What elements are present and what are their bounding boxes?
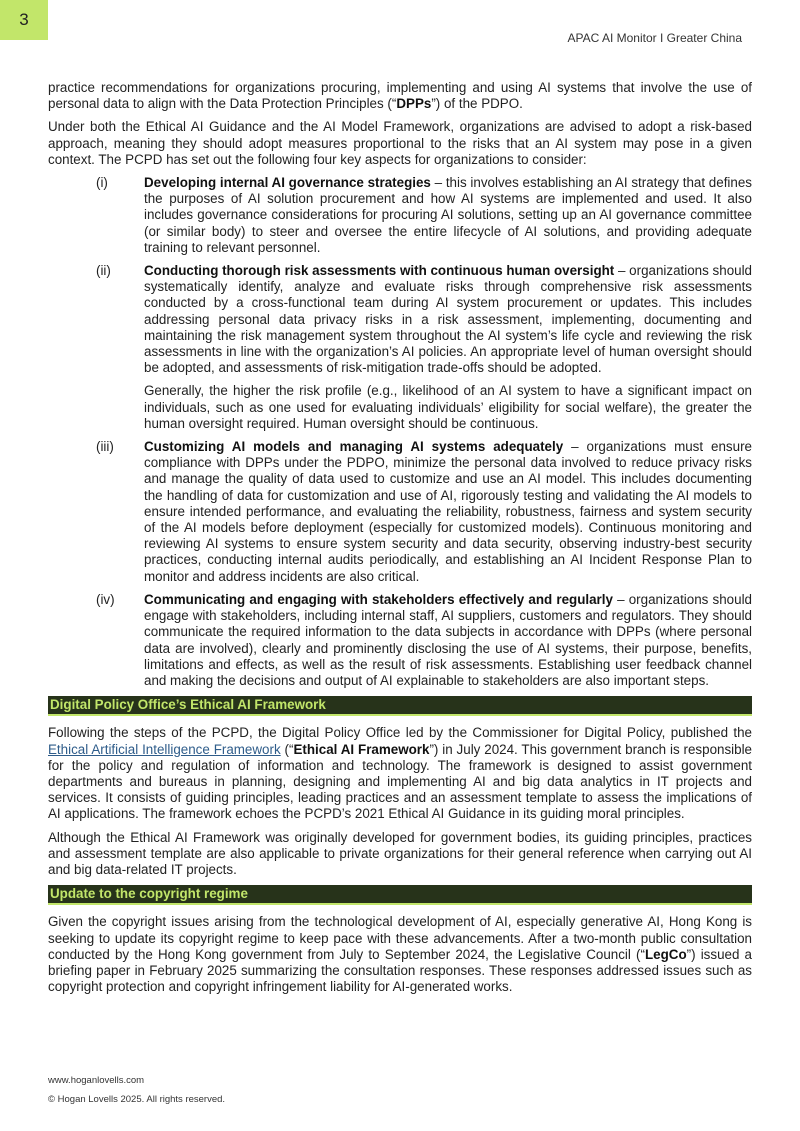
document-body [48, 80, 752, 1002]
list-item-number: (iii) [96, 439, 114, 455]
list-item-title: Communicating and engaging with stakeholders effectively and regularly [144, 591, 613, 607]
section-heading-ethical-ai-framework: Digital Policy Office’s Ethical AI Framework [48, 696, 752, 716]
list-item-body: Conducting thorough risk assessments with continuous human oversight – organizations should systematically identify, analyze and evaluate risks through comprehensive risk assessments conducted by a cross-functional team during AI system procurement or updates. This includes addressing personal data privacy risks in a risk assessment, implementing, documenting and maintaining the risk management system throughout the AI system’s life cycle and reviewing the risk assessments in line with the organization’s AI policies. An appropriate level of human oversight should be adopted, and assessments of risk-mitigation trade-offs should be adopted. Generally, the higher the risk profile (e.g., likelihood of an AI system to have a significant impact on individuals, such as one used for evaluating individuals’ eligibility for social welfare), the greater the human oversight required. Human oversight should be continuous. [144, 263, 753, 431]
page-number-badge [0, 0, 48, 40]
list-item-title: Developing internal AI governance strategies [144, 175, 431, 191]
section-heading-copyright: Update to the copyright regime [48, 885, 752, 905]
list-item-extra: Generally, the higher the risk profile (e.g., likelihood of an AI system to have a significant impact on individuals, such as one used for evaluating individuals’ eligibility for social welfare), the greater the human oversight required. Human oversight should be continuous. [144, 383, 752, 431]
list-item-number: (iv) [96, 591, 115, 607]
section1-paragraph-1: Following the steps of the PCPD, the Digital Policy Office led by the Commissioner for Digital Policy, published the Ethical Artificial Intelligence Framework (“Ethical AI Framework”) in July 2024. This government branch is responsible for the policy and regulation of information and technology. The framework is designed to assist government departments and bureaus in planning, designing and implementing AI and big data analytics in IT projects and services. It consists of guiding principles, leading practices and an assessment template to assess the implications of AI applications. The framework echoes the PCPD’s 2021 Ethical AI Guidance in its guiding moral principles. [48, 725, 753, 822]
section2-paragraph-1: Given the copyright issues arising from the technological development of AI, especially generative AI, Hong Kong is seeking to update its copyright regime to keep pace with these advancements. After a two-month public consultation conducted by the Hong Kong government from July to September 2024, the Legislative Council (“LegCo”) issued a briefing paper in February 2025 summarizing the consultation responses. These responses addressed issues such as copyright protection and copyright infringement liability for AI-generated works. [48, 914, 753, 995]
list-item-body: Communicating and engaging with stakeholders effectively and regularly – organizations should engage with stakeholders, including internal staff, AI suppliers, customers and regulators. They should communicate the required information to the data subjects in accordance with DPPs (where personal data are involved), clearly and prominently disclosing the use of AI systems, their purpose, benefits, limitations and effects, as well as the result of risk assessments. Establishing user feedback channel and making the decisions and output of AI explainable to stakeholders are also important steps. [144, 591, 753, 688]
list-item-body: Developing internal AI governance strategies – this involves establishing an AI strategy that defines the purposes of AI solution procurement and how AI systems are implemented and used. It also includes governance considerations for procuring AI solutions, setting up an AI governance committee (or similar body) to steer and oversee the entire lifecycle of AI solutions, and providing adequate training to relevant personnel. [144, 175, 752, 255]
page-number: 3 [19, 10, 29, 29]
header-title: APAC AI Monitor I Greater China [567, 31, 742, 45]
list-item [48, 263, 752, 432]
list-item [48, 175, 752, 256]
list-item-body: Customizing AI models and managing AI systems adequately – organizations must ensure compliance with DPPs under the PDPO, minimize the personal data involved to reduce privacy risks and manage the quality of data used to customize and use an AI model. This includes documenting the handling of data for customization and use of AI, rigorously testing and validating the AI models to ensure intended performance, and evaluating the reliability, robustness, fairness and system security of the AI models before deployment (especially for customized models). Continuous monitoring and reviewing AI systems to ensure system security and data security, observing industry-best security practices, conducting internal audits periodically, and establishing an AI Incident Response Plan to monitor and address incidents are also critical. [144, 439, 752, 584]
list-item-title: Customizing AI models and managing AI systems adequately [144, 439, 564, 455]
footer-copyright: © Hogan Lovells 2025. All rights reserved. [48, 1094, 226, 1105]
ethical-ai-framework-link[interactable]: Ethical Artificial Intelligence Framework [48, 741, 281, 757]
list-item-title: Conducting thorough risk assessments with continuous human oversight [144, 263, 615, 279]
section1-paragraph-2: Although the Ethical AI Framework was originally developed for government bodies, its guiding principles, practices and assessment template are also applicable to private organizations for their general reference when carrying out AI and big data-related IT projects. [48, 829, 752, 877]
intro-paragraph-2: Under both the Ethical AI Guidance and the AI Model Framework, organizations are advised to adopt a risk-based approach, meaning they should adopt measures proportional to the risks that an AI system may pose in a given context. The PCPD has set out the following four key aspects for organizations to consider: [48, 119, 752, 167]
list-item-number: (i) [96, 175, 108, 191]
list-item [48, 592, 752, 689]
list-item-number: (ii) [96, 263, 111, 279]
footer-url: www.hoganlovells.com [48, 1075, 145, 1086]
list-item [48, 439, 752, 585]
intro-paragraph-1: practice recommendations for organizations procuring, implementing and using AI systems that involve the use of personal data to align with the Data Protection Principles (“DPPs”) of the PDPO. [48, 80, 752, 112]
